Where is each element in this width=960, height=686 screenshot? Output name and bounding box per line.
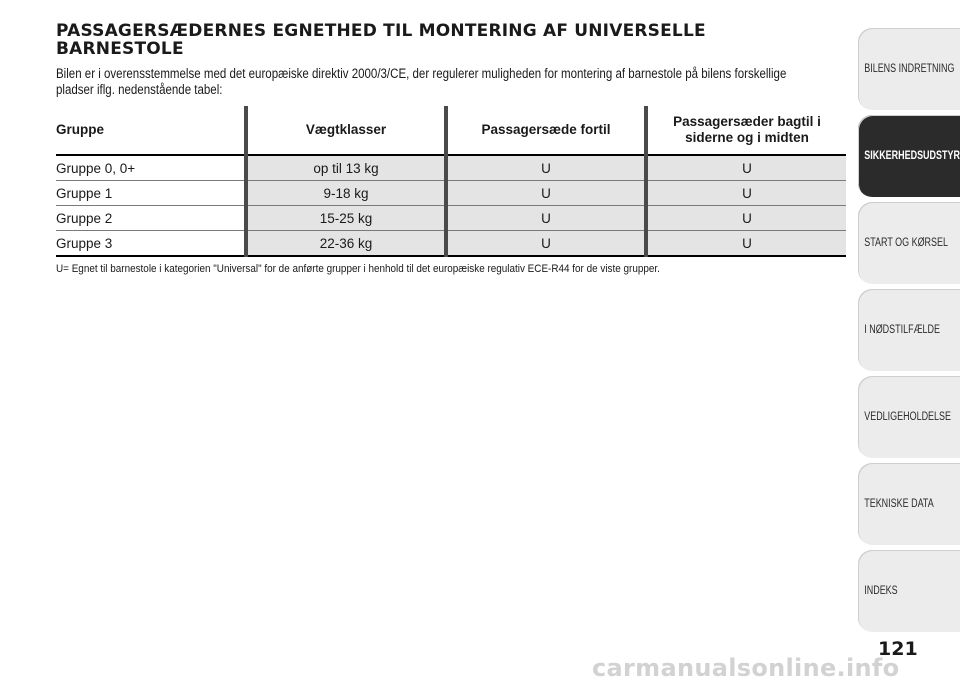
- table-row: [56, 206, 846, 231]
- table-row: [56, 155, 846, 181]
- tab-tekniske-data[interactable]: [858, 463, 960, 545]
- table-header-row: [56, 106, 846, 155]
- table-row: [56, 231, 846, 257]
- tab-label: VEDLIGEHOLDELSE: [864, 411, 951, 423]
- page-heading: [56, 22, 816, 58]
- table-row: [56, 181, 846, 206]
- cell-group: Gruppe 0, 0+: [56, 155, 246, 181]
- tab-start-og-korsel[interactable]: [858, 202, 960, 284]
- cell-group: Gruppe 1: [56, 181, 246, 206]
- cell-rear: U: [646, 181, 846, 206]
- header-rear-seats-line-1: Passagersæder bagtil i: [673, 114, 821, 129]
- heading-line-1: PASSAGERSÆDERNES EGNETHED TIL MONTERING AF UNIVERSELLE: [56, 21, 706, 41]
- cell-front: U: [446, 231, 646, 257]
- tab-label: INDEKS: [864, 585, 898, 597]
- tab-i-nodstilfaelde[interactable]: [858, 289, 960, 371]
- tab-vedligeholdelse[interactable]: [858, 376, 960, 458]
- tab-label: I NØDSTILFÆLDE: [864, 324, 941, 336]
- cell-rear: U: [646, 155, 846, 181]
- tab-label: BILENS INDRETNING: [864, 63, 955, 75]
- cell-front: U: [446, 155, 646, 181]
- tab-label: TEKNISKE DATA: [864, 498, 934, 510]
- tab-bilens-indretning[interactable]: [858, 28, 960, 110]
- cell-front: U: [446, 206, 646, 231]
- cell-weight: op til 13 kg: [246, 155, 446, 181]
- child-seat-table: [56, 106, 846, 257]
- watermark: carmanualsonline.info: [592, 654, 900, 682]
- header-rear-seats: [646, 106, 846, 155]
- tab-indeks[interactable]: [858, 550, 960, 632]
- cell-group: Gruppe 2: [56, 206, 246, 231]
- intro-paragraph: [56, 66, 847, 98]
- cell-rear: U: [646, 231, 846, 257]
- intro-line-2: pladser iflg. nedenstående tabel:: [56, 82, 223, 97]
- header-front-seat: Passagersæde fortil: [446, 106, 646, 155]
- cell-weight: 9-18 kg: [246, 181, 446, 206]
- tab-sikkerhedsudstyr[interactable]: [858, 115, 960, 197]
- table-footnote: U= Egnet til barnestole i kategorien "Universal" for de anførte grupper i henhold til det europæiske regulativ ECE-R44 for de viste grupper.: [56, 263, 660, 275]
- intro-line-1: Bilen er i overensstemmelse med det europæiske direktiv 2000/3/CE, der regulerer muligheden for montering af barnestole på bilens forskellige: [56, 66, 787, 81]
- header-vaegtklasser: Vægtklasser: [246, 106, 446, 155]
- header-rear-seats-line-2: siderne og i midten: [685, 130, 809, 145]
- heading-line-2: BARNESTOLE: [56, 39, 184, 59]
- header-gruppe: Gruppe: [56, 106, 246, 155]
- tab-label: SIKKERHEDSUDSTYR: [864, 150, 960, 162]
- tab-label: START OG KØRSEL: [864, 237, 948, 249]
- page-number: 121: [878, 638, 918, 660]
- cell-weight: 22-36 kg: [246, 231, 446, 257]
- cell-weight: 15-25 kg: [246, 206, 446, 231]
- cell-rear: U: [646, 206, 846, 231]
- cell-front: U: [446, 181, 646, 206]
- cell-group: Gruppe 3: [56, 231, 246, 257]
